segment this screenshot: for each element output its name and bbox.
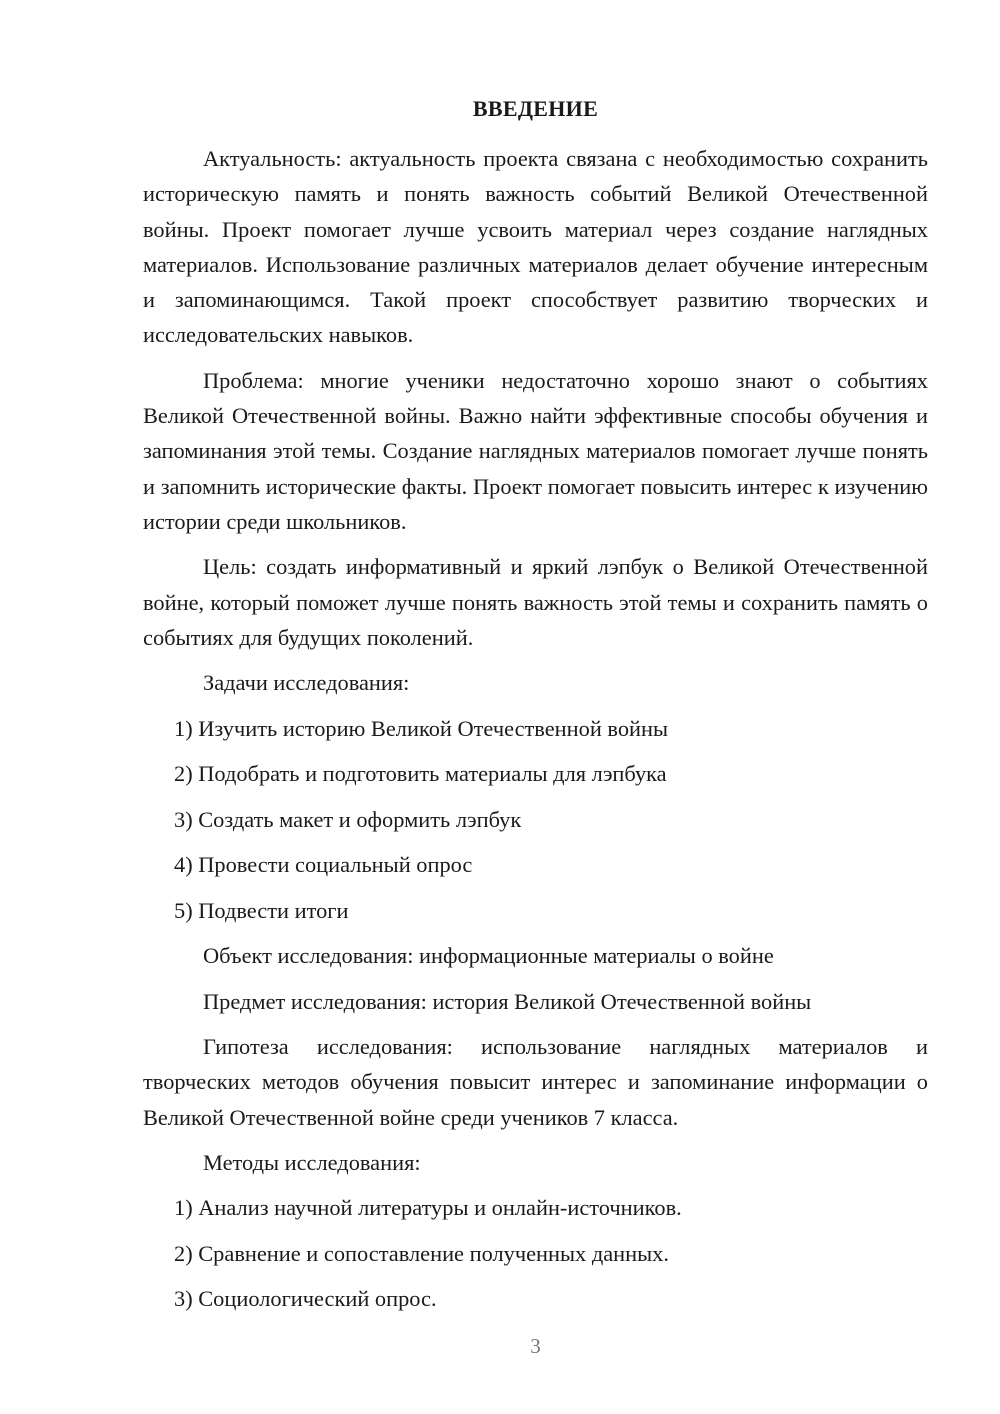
method-item: 1) Анализ научной литературы и онлайн-источников. [174, 1195, 682, 1221]
task-item: 1) Изучить историю Великой Отечественной войны [174, 715, 669, 741]
tasks-heading: Задачи исследования: [203, 670, 410, 696]
task-item: 4) Провести социальный опрос [174, 852, 473, 878]
research-subject: Предмет исследования: история Великой Отечественной войны [203, 988, 812, 1014]
method-item: 2) Сравнение и сопоставление полученных данных. [174, 1240, 669, 1266]
document-page [143, 0, 928, 1414]
task-item: 5) Подвести итоги [174, 897, 349, 923]
task-item: 3) Создать макет и оформить лэпбук [174, 806, 522, 832]
relevance-paragraph: Актуальность: актуальность проекта связана с необходимостью сохранить историческую память и понять важность событий Великой Отечественной войны. Проект помогает лучше усвоить материал через создание наглядных материалов. Использование различных материалов делает обучение интересным и запоминающимся. Такой проект способствует развитию творческих и исследовательских навыков. [143, 146, 928, 348]
page-number: 3 [530, 1334, 541, 1358]
hypothesis-paragraph: Гипотеза исследования: использование наглядных материалов и творческих методов обучения повысит интерес и запоминание информации о Великой Отечественной войне среди учеников 7 класса. [143, 1034, 928, 1130]
task-item: 2) Подобрать и подготовить материалы для лэпбука [174, 761, 667, 787]
problem-paragraph: Проблема: многие ученики недостаточно хорошо знают о событиях Великой Отечественной войны. Важно найти эффективные способы обучения и запоминания этой темы. Создание наглядных материалов помогает лучше понять и запомнить исторические факты. Проект помогает повысить интерес к изучению истории среди школьников. [143, 367, 928, 534]
methods-heading: Методы исследования: [203, 1149, 421, 1175]
tasks-list [143, 711, 928, 928]
method-item: 3) Социологический опрос. [174, 1286, 437, 1312]
methods-list [143, 1190, 928, 1316]
research-object: Объект исследования: информационные материалы о войне [203, 943, 774, 969]
page-title: ВВЕДЕНИЕ [472, 96, 599, 121]
goal-paragraph: Цель: создать информативный и яркий лэпбук о Великой Отечественной войне, который поможет лучше понять важность этой темы и сохранить память о событиях для будущих поколений. [143, 554, 928, 650]
document-body [143, 141, 928, 1327]
